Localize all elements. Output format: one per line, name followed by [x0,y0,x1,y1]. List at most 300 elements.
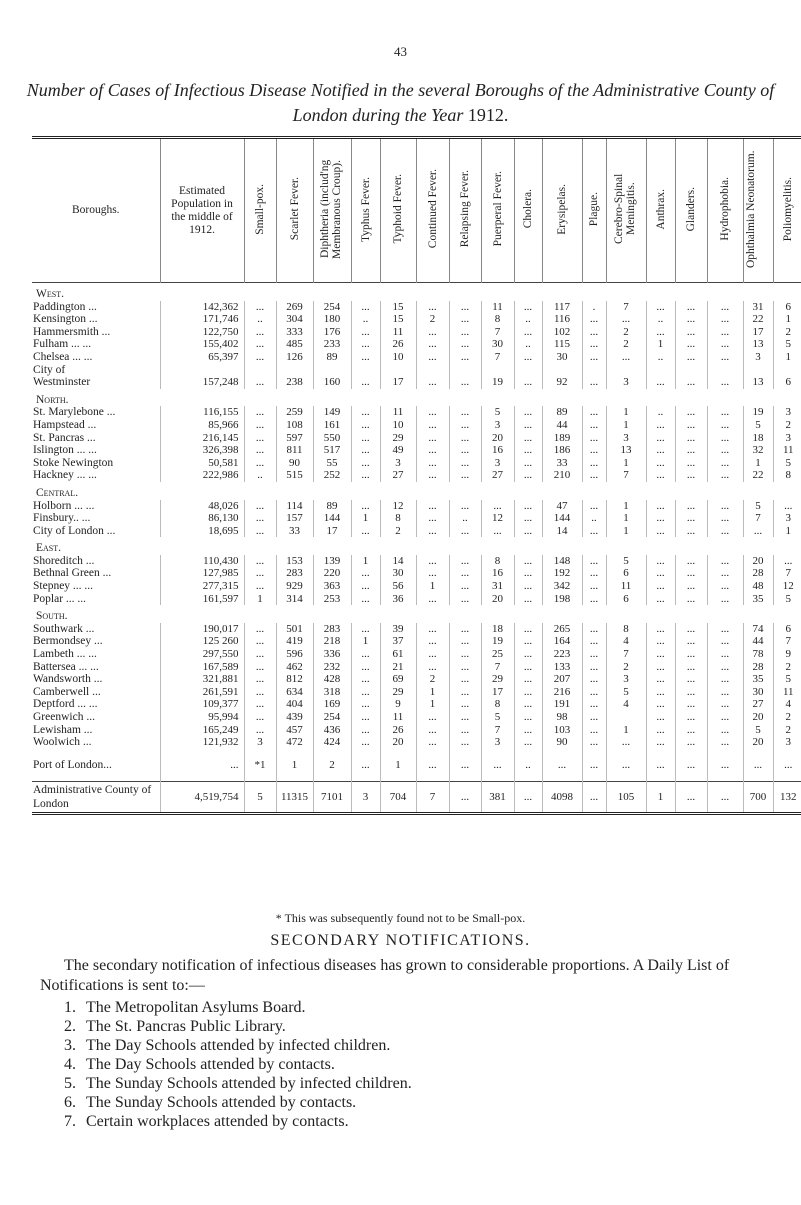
empty-cell [743,283,773,301]
count-cell: 21 [380,661,416,674]
count-cell: ... [582,313,606,326]
count-cell: ... [514,567,542,580]
count-cell: ... [416,376,449,389]
count-cell: 17 [481,686,514,699]
empty-cell [449,283,481,301]
count-cell: 424 [313,736,351,749]
borough-name: City of London ... [33,524,116,537]
count-cell: ... [707,351,743,364]
count-cell: 7 [773,567,801,580]
paragraph: The secondary notification of infectious diseases has grown to considerable proportions. A Daily List of Notifications is sent to:— [40,957,730,994]
borough-name: Stepney ... ... [33,580,94,593]
count-cell: 11 [380,711,416,724]
list-item [64,1074,764,1093]
spacer-cell [542,749,582,759]
count-cell: ... [416,469,449,482]
count-cell: 157 [276,512,313,525]
list-number: 3. [64,1037,76,1054]
count-cell: 1 [606,724,646,737]
count-cell: ... [244,635,276,648]
count-cell: ... [675,326,707,339]
count-cell: ... [582,469,606,482]
count-cell [707,364,743,377]
population-cell: 65,397 [160,351,244,364]
count-cell: ... [582,567,606,580]
count-cell: ... [675,555,707,568]
population-cell: 48,026 [160,500,244,513]
list-text: The St. Pancras Public Library. [86,1018,286,1035]
count-cell: 207 [542,673,582,686]
header-disease: Typhus Fever. [351,138,380,283]
count-cell: ... [244,512,276,525]
count-cell: 33 [542,457,582,470]
count-cell: 27 [743,698,773,711]
count-cell: ... [646,623,675,636]
count-cell: ... [646,686,675,699]
count-cell: 5 [773,338,801,351]
count-cell: 30 [380,567,416,580]
count-cell [675,364,707,377]
spacer-cell [646,771,675,782]
count-cell: ... [707,711,743,724]
count-cell: 61 [380,648,416,661]
count-cell: ... [675,623,707,636]
borough-name: Lewisham ... [33,723,93,736]
population-cell: 85,966 [160,419,244,432]
borough-name: Poplar ... ... [33,592,87,605]
count-cell: ... [646,512,675,525]
count-cell: ... [675,301,707,314]
count-cell: ... [449,457,481,470]
count-cell: ... [646,567,675,580]
count-cell: ... [646,419,675,432]
count-cell: ... [449,661,481,674]
empty-cell [244,482,276,500]
table-row [32,469,801,482]
count-cell: 253 [313,593,351,606]
spacer-cell [606,749,646,759]
list-text: The Sunday Schools attended by infected children. [86,1075,412,1092]
count-cell: 139 [313,555,351,568]
empty-cell [276,389,313,407]
count-cell: 132 [773,782,801,814]
count-cell: ... [582,724,606,737]
header-disease: Erysipelas. [542,138,582,283]
count-cell: 515 [276,469,313,482]
page-number: 43 [394,44,407,59]
borough-name: Wandsworth ... [33,673,103,686]
count-cell: ... [449,555,481,568]
count-cell: 13 [606,444,646,457]
count-cell: 5 [773,593,801,606]
empty-cell [646,537,675,555]
count-cell: 283 [313,623,351,636]
spacer-cell [32,749,160,759]
count-cell: ... [416,635,449,648]
count-cell: .. [514,759,542,772]
count-cell: ... [514,500,542,513]
empty-cell [481,605,514,623]
empty-cell [773,482,801,500]
count-cell: ... [646,673,675,686]
empty-cell [313,283,351,301]
population-cell: 95,994 [160,711,244,724]
count-cell: 98 [542,711,582,724]
count-cell: 7 [481,661,514,674]
spacer-cell [675,771,707,782]
count-cell: 31 [481,580,514,593]
count-cell: 69 [380,673,416,686]
count-cell: ... [514,711,542,724]
count-cell: ... [582,593,606,606]
empty-cell [244,389,276,407]
count-cell: 13 [743,376,773,389]
list-text: The Sunday Schools attended by contacts. [86,1094,357,1111]
empty-cell [351,537,380,555]
empty-cell [542,283,582,301]
count-cell: 74 [743,623,773,636]
spacer-cell [276,749,313,759]
count-cell: ... [707,635,743,648]
count-cell: ... [646,736,675,749]
count-cell: 3 [606,432,646,445]
count-cell: ... [351,376,380,389]
spacer-cell [582,771,606,782]
count-cell: ... [514,469,542,482]
count-cell: 11 [606,580,646,593]
count-cell: 1 [646,338,675,351]
count-cell: ... [514,444,542,457]
spacer-cell [707,749,743,759]
count-cell: ... [707,338,743,351]
empty-cell [542,605,582,623]
count-cell: ... [351,457,380,470]
count-cell: 133 [542,661,582,674]
count-cell: ... [244,457,276,470]
count-cell: ... [351,711,380,724]
count-cell: 3 [481,457,514,470]
header-disease: Anthrax. [646,138,675,283]
count-cell: ... [449,419,481,432]
count-cell: ... [675,338,707,351]
count-cell: ... [416,525,449,538]
count-cell: ... [514,673,542,686]
count-cell: 812 [276,673,313,686]
count-cell: 404 [276,698,313,711]
count-cell: 89 [313,500,351,513]
count-cell: ... [351,567,380,580]
count-cell: ... [351,301,380,314]
count-cell: 6 [606,567,646,580]
count-cell: 103 [542,724,582,737]
count-cell: 1 [416,686,449,699]
count-cell: ... [351,759,380,772]
count-cell: ... [675,711,707,724]
count-cell: .. [514,313,542,326]
spacer-cell [514,771,542,782]
population-cell: 321,881 [160,673,244,686]
population-cell: 125 260 [160,635,244,648]
count-cell: 144 [542,512,582,525]
header-disease: Cholera. [514,138,542,283]
count-cell: ... [244,525,276,538]
count-cell: 238 [276,376,313,389]
count-cell: 116 [542,313,582,326]
count-cell: ... [351,406,380,419]
count-cell: ... [582,648,606,661]
header-disease: Poliomyelitis. [773,138,801,283]
empty-cell [160,482,244,500]
count-cell [582,364,606,377]
count-cell: 5 [743,724,773,737]
count-cell: 149 [313,406,351,419]
count-cell: 92 [542,376,582,389]
count-cell: ... [416,406,449,419]
borough-name: Lambeth ... ... [33,648,97,661]
empty-cell [707,389,743,407]
count-cell: 5 [743,500,773,513]
count-cell: ... [707,698,743,711]
population-cell: 4,519,754 [160,782,244,814]
header-disease: Continued Fever. [416,138,449,283]
count-cell: ... [449,724,481,737]
spacer-cell [380,771,416,782]
count-cell: ... [351,525,380,538]
count-cell: ... [707,376,743,389]
count-cell: 16 [481,567,514,580]
list-number: 2. [64,1018,76,1035]
title-year: 1912. [467,105,509,125]
list-text: Certain workplaces attended by contacts. [86,1113,349,1130]
count-cell: ... [244,623,276,636]
count-cell: ... [449,623,481,636]
population-cell: 127,985 [160,567,244,580]
count-cell: 198 [542,593,582,606]
spacer-cell [160,749,244,759]
borough-name: Westminster [33,376,91,389]
empty-cell [351,283,380,301]
table-row [32,457,801,470]
empty-cell [743,482,773,500]
count-cell: 1 [416,580,449,593]
count-cell: ... [707,326,743,339]
count-cell: ... [244,326,276,339]
count-cell: 1 [606,457,646,470]
count-cell: 14 [542,525,582,538]
count-cell: 2 [773,326,801,339]
count-cell: 700 [743,782,773,814]
count-cell: 1 [380,759,416,772]
section-heading: SECONDARY NOTIFICATIONS. [270,932,531,949]
count-cell: .. [646,351,675,364]
count-cell: ... [707,593,743,606]
count-cell: 191 [542,698,582,711]
count-cell: ... [416,444,449,457]
empty-cell [313,537,351,555]
empty-cell [646,605,675,623]
count-cell: 2 [773,419,801,432]
count-cell: 12 [481,512,514,525]
count-cell: 232 [313,661,351,674]
count-cell: 5 [606,686,646,699]
count-cell: ... [675,698,707,711]
count-cell: ... [675,759,707,772]
group-heading: North. [36,393,69,406]
count-cell: 56 [380,580,416,593]
empty-cell [351,482,380,500]
title-text: Number of Cases of Infectious Disease Notified in the several Boroughs of the Administrative County of London during the Year [26,80,775,125]
borough-name: Stoke Newington [33,456,114,469]
count-cell: ... [743,759,773,772]
count-cell: ... [707,673,743,686]
header-population: Estimated Population in the middle of 1912. [160,138,244,283]
count-cell: 1 [351,512,380,525]
count-cell: 517 [313,444,351,457]
empty-cell [582,283,606,301]
count-cell: 39 [380,623,416,636]
spacer-cell [481,771,514,782]
count-cell: ... [646,661,675,674]
count-cell: ... [449,301,481,314]
borough-name: City of [33,363,66,376]
count-cell: 19 [743,406,773,419]
count-cell: 8 [606,623,646,636]
count-cell: 189 [542,432,582,445]
page-title [20,78,781,128]
empty-cell [160,537,244,555]
count-cell: 48 [743,580,773,593]
count-cell: ... [416,326,449,339]
count-cell: ... [675,567,707,580]
borough-name: Kensington ... [33,313,98,326]
count-cell: ... [707,724,743,737]
empty-cell [449,482,481,500]
count-cell: ... [675,419,707,432]
empty-cell [606,537,646,555]
spacer-cell [244,749,276,759]
count-cell: 4 [773,698,801,711]
count-cell: .. [244,313,276,326]
count-cell: ... [646,500,675,513]
count-cell: .. [449,512,481,525]
count-cell: 19 [481,635,514,648]
empty-cell [743,389,773,407]
count-cell: 2 [773,724,801,737]
count-cell: 126 [276,351,313,364]
count-cell: ... [244,567,276,580]
population-cell: 50,581 [160,457,244,470]
count-cell: 3 [606,376,646,389]
count-cell: ... [481,525,514,538]
spacer-cell [313,749,351,759]
list-number: 7. [64,1113,76,1130]
count-cell: 105 [606,782,646,814]
list-number: 1. [64,999,76,1016]
empty-cell [244,605,276,623]
count-cell: 2 [416,673,449,686]
empty-cell [582,605,606,623]
count-cell: ... [244,648,276,661]
count-cell: ... [351,326,380,339]
count-cell: ... [351,648,380,661]
table-row [32,512,801,525]
footnote: * This was subsequently found not to be Small-pox. [275,911,526,925]
count-cell: 381 [481,782,514,814]
borough-name: Hampstead ... [33,418,97,431]
spacer-cell [773,771,801,782]
count-cell: 13 [743,338,773,351]
count-cell: ... [646,457,675,470]
count-cell: 596 [276,648,313,661]
count-cell: 31 [743,301,773,314]
count-cell: 3 [481,419,514,432]
count-cell: 1 [606,512,646,525]
count-cell: *1 [244,759,276,772]
count-cell: 252 [313,469,351,482]
count-cell: 7 [606,469,646,482]
count-cell: ... [449,351,481,364]
count-cell: ... [582,711,606,724]
empty-cell [514,283,542,301]
count-cell: ... [582,661,606,674]
count-cell: 2 [606,326,646,339]
count-cell: ... [244,351,276,364]
table-row [32,593,801,606]
spacer-cell [646,749,675,759]
count-cell: 44 [743,635,773,648]
count-cell: ... [582,698,606,711]
count-cell: 148 [542,555,582,568]
header-disease: Ophthalmia Neonatorum. [743,138,773,283]
count-cell: 89 [313,351,351,364]
table-header-row [32,138,801,283]
count-cell: 7 [773,635,801,648]
borough-name: Battersea ... ... [33,660,99,673]
table-row [32,580,801,593]
population-cell: 277,315 [160,580,244,593]
count-cell: 2 [380,525,416,538]
spacer-cell [351,771,380,782]
group-heading-row [32,605,801,623]
header-disease: Puerperal Fever. [481,138,514,283]
count-cell: ... [244,673,276,686]
count-cell: ... [351,593,380,606]
empty-cell [380,605,416,623]
count-cell: ... [244,555,276,568]
count-cell: 44 [542,419,582,432]
count-cell: ... [514,686,542,699]
list-item [64,1093,764,1112]
count-cell: 161 [313,419,351,432]
count-cell: ... [416,351,449,364]
notification-list [64,998,764,1131]
count-cell: 1 [773,313,801,326]
group-heading-row [32,482,801,500]
count-cell: ... [582,500,606,513]
header-disease: Diphtheria (includ'ng Membranous Croup). [313,138,351,283]
spacer-cell [773,749,801,759]
empty-cell [542,537,582,555]
population-cell: 142,362 [160,301,244,314]
count-cell: ... [646,593,675,606]
count-cell: ... [416,419,449,432]
borough-name: Chelsea ... ... [33,350,93,363]
count-cell: ... [646,301,675,314]
count-cell: 37 [380,635,416,648]
count-cell: ... [416,555,449,568]
count-cell [514,364,542,377]
count-cell: ... [351,444,380,457]
